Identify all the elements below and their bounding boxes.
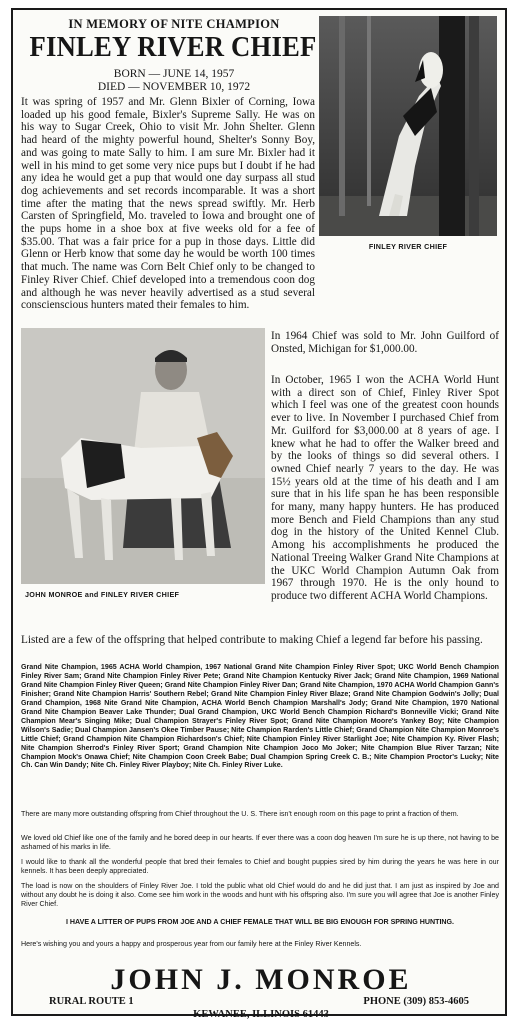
closing-paragraph-2: We loved old Chief like one of the family and he bored deep in our hearts. If ever there was a coon dog heaven I'm sure he is up there, not having to be ashamed of his marks in life. (21, 834, 499, 851)
story-paragraph-1: It was spring of 1957 and Mr. Glenn Bixler of Corning, Iowa loaded up his good female, Bixler's Supreme Sally. He was on his way to Sugar Creek, Ohio to visit Mr. John Shelter. Glenn had heard of the mighty powerful hound, Shelter's Sonny Boy, and was going to mate Sally to him. I am sure Mr. Bixler had it well in his mind to get some very nice pups but I doubt if he had any idea he would get a pup that would one day surpass all stud dog achievements and set records incomparable. It was a short time after the mating that the news spread swiftly. Mr. Herb Carsten of Springfield, Mo. traveled to Iowa and brought one of the pups home in a shoe box at five weeks old for a fee of $35.00. That was a fair price for a pup in those days. Little did Glenn or Herb know that some day he would be worth 100 times that much. The name was Corn Belt Chief only to be changed to Finley River Chief. Chief developed into a tremendous coon dog and although he was never heavily advertised as a stud several conscienscious hunters mated their females to him. (21, 96, 315, 312)
closing-wish: Here's wishing you and yours a happy and prosperous year from our family here at the Finley River Kennels. (21, 940, 362, 948)
kennel-owner-name: JOHN J. MONROE (110, 963, 412, 996)
story-paragraph-2: In 1964 Chief was sold to Mr. John Guilford of Onsted, Michigan for $1,000.00. (271, 330, 499, 355)
monroe-with-hound-image (21, 328, 265, 584)
story-paragraph-4: Listed are a few of the offspring that helped contribute to making Chief a legend far before his passing. (21, 634, 483, 646)
story-paragraph-3: In October, 1965 I won the ACHA World Hunt with a direct son of Chief, Finley River Spot which I feel was one of the greatest coon hounds ever to live. In November I purchased Chief from Mr. Guilford for $3,000.00 at 8 years of age. I knew what he had to offer the Walker breed and by the looks of things so did several others. I owned Chief nearly 7 years to the day. He was 15½ years old at the time of his death and I am sure that in his life span he has been responsible for many, many happy hunters. He has produced more Bench and Field Champions than any stud dog in the history of the United Kennel Club. Among his accomplishments he produced the National Treeing Walker Grand Nite Champions at the UKC World Champion Autumn Oak from 1967 through 1970. He is the only hound to produce two different ACHA World Champions. (271, 374, 499, 602)
owner-city: KEWANEE, ILLINOIS 61443 (193, 1009, 329, 1020)
page-title: FINLEY RIVER CHIEF (29, 31, 317, 63)
memorial-advertisement-page (11, 8, 507, 1020)
closing-paragraph-3: I would like to thank all the wonderful people that bred their females to Chief and bought puppies sired by him during the years he was here in our kennels. It has been deeply appreciated. (21, 858, 499, 875)
died-date: DIED — NOVEMBER 10, 1972 (97, 81, 251, 93)
born-date: BORN — JUNE 14, 1957 (113, 68, 235, 80)
top-photo-caption: FINLEY RIVER CHIEF (368, 242, 448, 251)
bottom-photo-caption: JOHN MONROE and FINLEY RIVER CHIEF (25, 590, 180, 599)
closing-paragraph-4: The load is now on the shoulders of Finley River Joe. I told the public what old Chief would do and he did just that. I am just as inspired by Joe and without any doubt he is doing it also. Come see him work in the woods and hunt with his offspring also. I'm sure you will agree that Joe is another Finley River Chief. (21, 882, 499, 908)
memorial-line: IN MEMORY OF NITE CHAMPION (68, 17, 280, 31)
owner-address-route: RURAL ROUTE 1 (49, 996, 134, 1007)
dog-treeing-image (319, 16, 497, 236)
story-paragraph-1-continued (21, 264, 499, 328)
litter-announcement: I HAVE A LITTER OF PUPS FROM JOE AND A CHIEF FEMALE THAT WILL BE BIG ENOUGH FOR SPRING HUNTING. (65, 918, 455, 926)
owner-phone: PHONE (309) 853-4605 (363, 996, 469, 1007)
closing-paragraph-1: There are many more outstanding offspring from Chief throughout the U. S. There isn't enough room on this page to print a fraction of them. (21, 810, 459, 818)
monroe-with-hound-photo (21, 328, 265, 584)
offspring-list: Grand Nite Champion, 1965 ACHA World Champion, 1967 National Grand Nite Champion Finley River Spot; UKC World Bench Champion Finley River Sam; Grand Nite Champion Finley River Pete; Grand Nite Champion Kentucky River Jack; Grand Nite Champion, 1969 National Grand Nite Champion Finley River Queen; Grand Nite Champion Finley River Dan; Grand Nite Champion, 1970 ACHA World Champion Gann's Finisher; Grand Nite Champion Harris' Southern Rebel; Grand Nite Champion Finley River Blaze; Grand Nite Champion Godwin's Jolly; Dual Grand Champion, 1968 Nite Grand Nite Champion, ACHA World Bench Champion Marshall's Jody; Grand Nite Champion, 1970 National Grand Nite Champion Beaver Lake Thunder; Dual Grand Champion, UKC World Bench Champion Richard's Bonneville Vicki; Grand Nite Champion Mear's Singing Mike; Dual Champion Strayer's Finley River Spot; Grand Nite Champion Moore's Yankey Boy; Nite Champion Wilson's Sadie; Dual Champion Jansen's Okee Timber Pause; Nite Champion Rarden's Little Chief; Grand Champion Nite Champion Monroe's Little Chief; Grand Champion Nite Champion Richardson's Chief; Nite Champion Finley River Starlight Joe; Nite Champion Ky. River Flash; Nite Champion Sherrod's Finley River Sport; Grand Champion Nite Champion Joco Mo Joker; Nite Champion Blue River Tarzan; Nite Champion Mock's Onawa Chief; Nite Champion Coon Creek Babe; Dual Champion Spring Creek C. B.; Nite Champion Proctor's Lucky; Nite Ch. Can Win Dandy; Nite Ch. Finley River Playboy; Nite Ch. Finley River Luke. (21, 663, 499, 770)
dog-treeing-photo (319, 16, 497, 236)
